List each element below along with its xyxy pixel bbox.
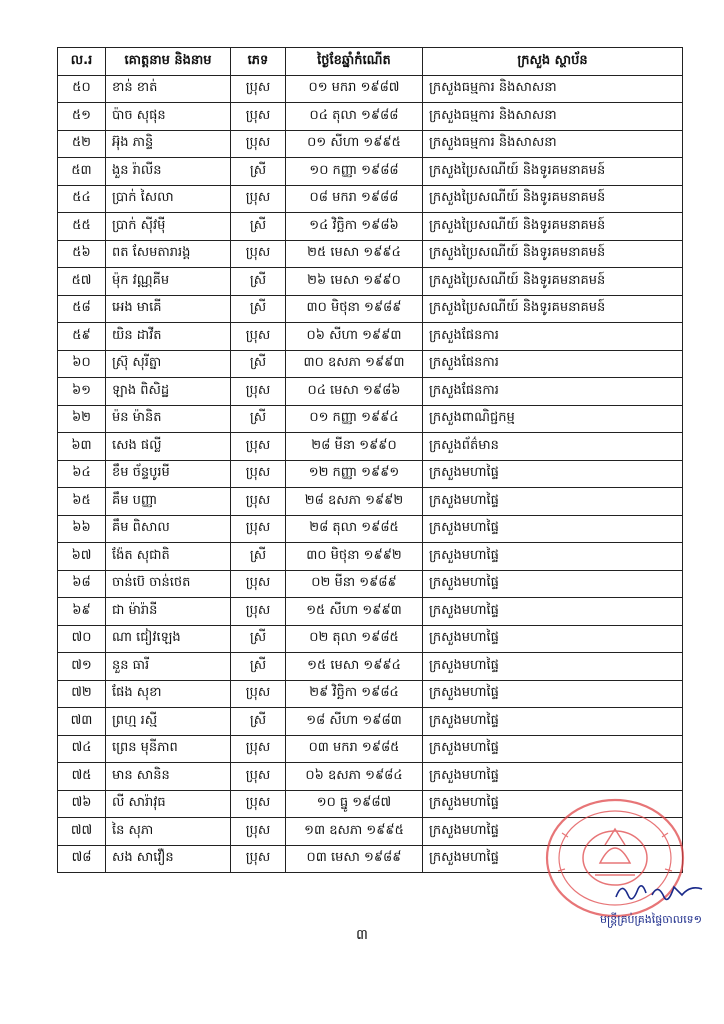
table-row [58,488,683,516]
sex-cell: ប្រុស [231,845,286,873]
row-number-cell: ៥៦ [58,240,106,268]
ministry-cell: ក្រសួងមហាផ្ទៃ [423,515,683,543]
table-row [58,570,683,598]
date-of-birth-cell: ០៦ សីហា ១៩៩៣ [286,323,423,351]
table-row [58,378,683,406]
row-number-cell: ៧៦ [58,790,106,818]
date-of-birth-cell: ២៨ មីនា ១៩៩០ [286,433,423,461]
full-name-cell: ខាន់ ខាត់ [106,75,231,103]
row-number-cell: ៧៨ [58,845,106,873]
ministry-cell: ក្រសួងប្រៃសណីយ៍ និងទូរគមនាគមន៍ [423,185,683,213]
date-of-birth-cell: ១៥ សីហា ១៩៩៣ [286,598,423,626]
row-number-cell: ៦៧ [58,543,106,571]
full-name-cell: ព្រហ្ម រស្មី [106,708,231,736]
table-row [58,213,683,241]
ministry-cell: ក្រសួងមហាផ្ទៃ [423,790,683,818]
full-name-cell: ប្រាក់ ស៊ីវម៉ី [106,213,231,241]
ministry-cell: ក្រសួងមហាផ្ទៃ [423,570,683,598]
table-row [58,460,683,488]
full-name-cell: ប្រាក់ សៃលា [106,185,231,213]
sex-cell: ប្រុស [231,75,286,103]
ministry-cell: ក្រសួងព័ត៌មាន [423,433,683,461]
ministry-cell: ក្រសួងមហាផ្ទៃ [423,598,683,626]
ministry-cell: ក្រសួងមហាផ្ទៃ [423,763,683,791]
date-of-birth-cell: ២៩ វិច្ឆិកា ១៩៨៤ [286,680,423,708]
ministry-cell: ក្រសួងមហាផ្ទៃ [423,653,683,681]
ministry-cell: ក្រសួងមហាផ្ទៃ [423,488,683,516]
sex-cell: ប្រុស [231,378,286,406]
sex-cell: ប្រុស [231,515,286,543]
date-of-birth-cell: ១៥ មេសា ១៩៩៤ [286,653,423,681]
sex-cell: ប្រុស [231,818,286,846]
date-of-birth-cell: ០៤ តុលា ១៩៨៨ [286,103,423,131]
signature [612,875,707,910]
row-number-cell: ៧២ [58,680,106,708]
sex-cell: ស្រី [231,295,286,323]
row-number-cell: ៥៩ [58,323,106,351]
full-name-cell: ងួន រ៉ាលីន [106,158,231,186]
date-of-birth-cell: ០៤ មេសា ១៩៨៦ [286,378,423,406]
sex-cell: ប្រុស [231,323,286,351]
ministry-cell: ក្រសួងមហាផ្ទៃ [423,708,683,736]
ministry-cell: ក្រសួងប្រៃសណីយ៍ និងទូរគមនាគមន៍ [423,268,683,296]
table-row [58,515,683,543]
full-name-cell: គឹម បញ្ញា [106,488,231,516]
sex-cell: ប្រុស [231,680,286,708]
date-of-birth-cell: ០៨ មករា ១៩៨៨ [286,185,423,213]
ministry-cell: ក្រសួងមហាផ្ទៃ [423,680,683,708]
sex-cell: ប្រុស [231,488,286,516]
table-row [58,185,683,213]
sex-cell: ស្រី [231,268,286,296]
row-number-cell: ៧០ [58,625,106,653]
sex-cell: ប្រុស [231,735,286,763]
row-number-cell: ៦២ [58,405,106,433]
full-name-cell: ខឹម ច័ន្ទបូរមី [106,460,231,488]
full-name-cell: គឹម ពិសាល [106,515,231,543]
ministry-cell: ក្រសួងផែនការ [423,323,683,351]
row-number-cell: ៦៤ [58,460,106,488]
sex-cell: ប្រុស [231,185,286,213]
row-number-cell: ៥៧ [58,268,106,296]
sex-cell: ប្រុស [231,570,286,598]
ministry-cell: ក្រសួងមហាផ្ទៃ [423,460,683,488]
sex-cell: ស្រី [231,350,286,378]
full-name-cell: ចាន់ប៊េ ចាន់ថេត [106,570,231,598]
date-of-birth-cell: ១៣ ឧសភា ១៩៩៥ [286,818,423,846]
header-ministry: ក្រសួង ស្ថាប័ន [423,48,683,76]
date-of-birth-cell: ០២ មីនា ១៩៨៩ [286,570,423,598]
date-of-birth-cell: ០៣ មករា ១៩៨៥ [286,735,423,763]
table-row [58,763,683,791]
date-of-birth-cell: ១០ ធ្នូ ១៩៨៧ [286,790,423,818]
ministry-cell: ក្រសួងមហាផ្ទៃ [423,625,683,653]
table-header-row [58,48,683,76]
header-sex: ភេទ [231,48,286,76]
header-name: គោត្តនាម និងនាម [106,48,231,76]
sex-cell: ប្រុស [231,763,286,791]
row-number-cell: ៧១ [58,653,106,681]
sex-cell: ប្រុស [231,433,286,461]
row-number-cell: ៥៥ [58,213,106,241]
date-of-birth-cell: ២៥ មេសា ១៩៩៤ [286,240,423,268]
sex-cell: ប្រុស [231,130,286,158]
row-number-cell: ៦៣ [58,433,106,461]
table-row [58,735,683,763]
ministry-cell: ក្រសួងពាណិជ្ជកម្ម [423,405,683,433]
row-number-cell: ៥៤ [58,185,106,213]
ministry-cell: ក្រសួងធម្មការ និងសាសនា [423,75,683,103]
sex-cell: ស្រី [231,405,286,433]
date-of-birth-cell: ២៨ ឧសភា ១៩៩២ [286,488,423,516]
ministry-cell: ក្រសួងមហាផ្ទៃ [423,543,683,571]
sex-cell: ប្រុស [231,598,286,626]
table-row [58,240,683,268]
full-name-cell: ស្រ៊ុ សុរីត្នា [106,350,231,378]
ministry-cell: ក្រសួងធម្មការ និងសាសនា [423,130,683,158]
ministry-cell: ក្រសួងមហាផ្ទៃ [423,735,683,763]
table-row [58,708,683,736]
sex-cell: ប្រុស [231,103,286,131]
date-of-birth-cell: ០១ មករា ១៩៨៧ [286,75,423,103]
date-of-birth-cell: ៣០ មិថុនា ១៩៨៩ [286,295,423,323]
table-body [58,75,683,873]
sex-cell: ប្រុស [231,240,286,268]
table-row [58,130,683,158]
row-number-cell: ៥២ [58,130,106,158]
ministry-cell: ក្រសួងប្រៃសណីយ៍ និងទូរគមនាគមន៍ [423,213,683,241]
date-of-birth-cell: ២៦ មេសា ១៩៩០ [286,268,423,296]
table-row [58,323,683,351]
full-name-cell: អ៊ុង ភាន្ទិ [106,130,231,158]
table-row [58,405,683,433]
table-row [58,268,683,296]
full-name-cell: សង សាវឿន [106,845,231,873]
roster-table [57,47,683,873]
row-number-cell: ៧៥ [58,763,106,791]
row-number-cell: ៥០ [58,75,106,103]
full-name-cell: ផែង សុខា [106,680,231,708]
page-number: ៣ [356,927,368,943]
row-number-cell: ៥១ [58,103,106,131]
table-row [58,598,683,626]
ministry-cell: ក្រសួងប្រៃសណីយ៍ និងទូរគមនាគមន៍ [423,295,683,323]
sex-cell: ស្រី [231,708,286,736]
header-date-of-birth: ថ្ងៃខែឆ្នាំកំណើត [286,48,423,76]
row-number-cell: ៦៥ [58,488,106,516]
date-of-birth-cell: ០២ តុលា ១៩៨៥ [286,625,423,653]
date-of-birth-cell: ៣០ មិថុនា ១៩៩២ [286,543,423,571]
table-row [58,653,683,681]
ministry-cell: ក្រសួងផែនការ [423,350,683,378]
date-of-birth-cell: ០១ កញ្ញា ១៩៩៤ [286,405,423,433]
table-row [58,103,683,131]
table-row [58,75,683,103]
full-name-cell: ណា ជៀវឡេង [106,625,231,653]
date-of-birth-cell: ០៦ ឧសភា ១៩៨៤ [286,763,423,791]
header-number: ល.រ [58,48,106,76]
ministry-cell: ក្រសួងប្រៃសណីយ៍ និងទូរគមនាគមន៍ [423,240,683,268]
row-number-cell: ៧៤ [58,735,106,763]
date-of-birth-cell: ០៣ មេសា ១៩៨៩ [286,845,423,873]
row-number-cell: ៥៣ [58,158,106,186]
row-number-cell: ៥៨ [58,295,106,323]
table-row [58,295,683,323]
sex-cell: ស្រី [231,543,286,571]
row-number-cell: ៦៨ [58,570,106,598]
full-name-cell: លី សារ៉ាវុធ [106,790,231,818]
table-row [58,625,683,653]
full-name-cell: នៃ សុភា [106,818,231,846]
ministry-cell: ក្រសួងមហាផ្ទៃ [423,845,683,873]
table-row [58,158,683,186]
date-of-birth-cell: ១៤ វិច្ឆិកា ១៩៨៦ [286,213,423,241]
row-number-cell: ៧៣ [58,708,106,736]
sex-cell: ស្រី [231,653,286,681]
date-of-birth-cell: ៣០ ឧសភា ១៩៩៣ [286,350,423,378]
full-name-cell: ង៉ែត សុជាតិ [106,543,231,571]
row-number-cell: ៦១ [58,378,106,406]
row-number-cell: ៧៧ [58,818,106,846]
full-name-cell: នួន ធារី [106,653,231,681]
table-row [58,433,683,461]
date-of-birth-cell: ១០ កញ្ញា ១៩៨៨ [286,158,423,186]
sex-cell: ស្រី [231,625,286,653]
ministry-cell: ក្រសួងមហាផ្ទៃ [423,818,683,846]
ministry-cell: ក្រសួងប្រៃសណីយ៍ និងទូរគមនាគមន៍ [423,158,683,186]
row-number-cell: ៦០ [58,350,106,378]
row-number-cell: ៦៩ [58,598,106,626]
sex-cell: ស្រី [231,158,286,186]
table-row [58,680,683,708]
full-name-cell: ពត សែមតារារង្គ [106,240,231,268]
ministry-cell: ក្រសួងធម្មការ និងសាសនា [423,103,683,131]
full-name-cell: ឡាង ពិសិដ្ឋ [106,378,231,406]
full-name-cell: ជា ម៉ារ៉ានី [106,598,231,626]
full-name-cell: អេង មាគើ [106,295,231,323]
date-of-birth-cell: ១២ កញ្ញា ១៩៩១ [286,460,423,488]
full-name-cell: ព្រេន មុនីភាព [106,735,231,763]
sex-cell: ប្រុស [231,460,286,488]
official-title: ម​ន្ត្រី​គ្រប់គ្រង​ផ្ទៃ​ចាលទេ​១ [600,913,702,926]
date-of-birth-cell: ១៨ សីហា ១៩៨៣ [286,708,423,736]
full-name-cell: សេង ផល្លី [106,433,231,461]
date-of-birth-cell: ២៨ តុលា ១៩៨៥ [286,515,423,543]
full-name-cell: ម៉ន ម៉ានិត [106,405,231,433]
ministry-cell: ក្រសួងផែនការ [423,378,683,406]
full-name-cell: យិន ដាវីត [106,323,231,351]
full-name-cell: មាន សានិន [106,763,231,791]
date-of-birth-cell: ០១ សីហា ១៩៩៥ [286,130,423,158]
full-name-cell: ម៉ុក វណ្ណគីម [106,268,231,296]
sex-cell: ប្រុស [231,790,286,818]
full-name-cell: ប៉ាច សុផុន [106,103,231,131]
table-row [58,543,683,571]
row-number-cell: ៦៦ [58,515,106,543]
sex-cell: ស្រី [231,213,286,241]
table-row [58,350,683,378]
